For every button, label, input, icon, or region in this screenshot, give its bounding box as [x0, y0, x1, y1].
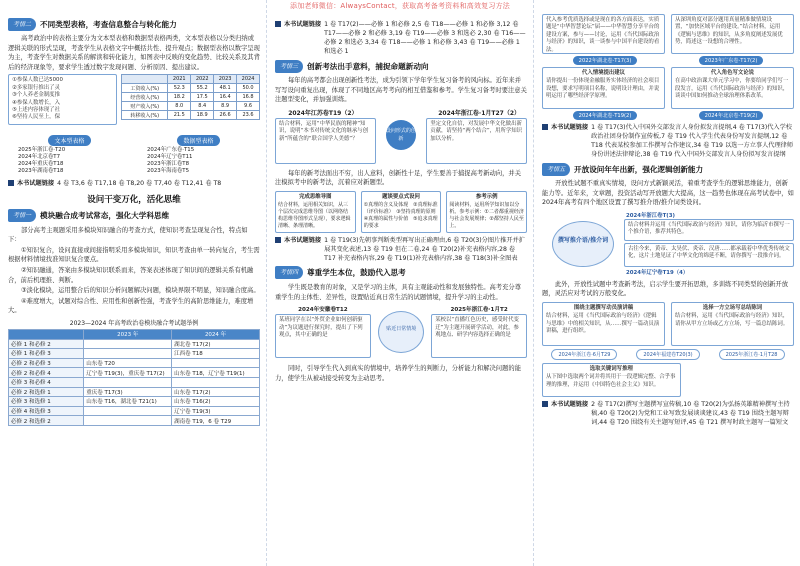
- kaoqing-2-title: 不同类型表格，考查信息整合与转化能力: [40, 19, 177, 29]
- question-link: [275, 236, 527, 263]
- top-cases: [542, 14, 794, 54]
- exam-box: 某班同学在以“外贸企业如何创新驱动”为议题进行探究时，提出了下列观点，其中正确的是: [275, 314, 371, 358]
- case-box: 选择一方立场写总结陈词 结合材料，运用《当代国际政治与经济》知识，请你从甲方立场或乙方立场，写一篇总结陈词。: [671, 302, 794, 346]
- text-table-line: ②多家银行推出了灵: [12, 84, 60, 91]
- module-fusion-table: 2023 年 2024 年 必修 1 和必修 2 湖北卷 T17(2) 必修 1 和必修 3 江西卷 T18 必修 2 和必修 3 山东卷 T20 必修 2 和必修 4 辽宁卷 T19(3)，重庆卷 T17(2) 山东卷 T18，辽宁卷 T19(1) 必修 3 和必修 4 必修 2 和选修 1 重庆卷 T17(3) 山东卷 T17(2) 必修 3 和选修 1 山东卷 T16，湖北卷 T21(1) 山东卷 T16(2) 必修 4 和选修 3 辽宁卷 T19(3) 必修 2 和选修 2 湖南卷 T19，6 卷 T29: [8, 329, 260, 426]
- kaoqing-5-paragraph: 开放性试题不重真实情境，设问方式新颖灵活，着重考查学生的逻辑思维能力，创新能力等。近年来，文章题，投资活动写开放题大大提高，这一趋势也体现在高考试卷中，如2024年高考有四个地区设置了撰写推介语/推介词类设问。: [542, 180, 794, 207]
- kaoqing-4-title: 尊重学生本位，鼓励代入思考: [307, 268, 406, 278]
- list-item: 2025年浙江卷·T20: [18, 146, 66, 153]
- kaoqing-5-header: [542, 162, 794, 176]
- data-table-example: 2021 2022 2023 2024 工资收入(%) 52.3 55.2 48.1 50.0 经营收入(%) 18.2 17.5 16.4 16.8 财产收入(%) 8.0 8.4 8.9 9.6 转移收入(%) 21.5 18.9 26.6 23.6: [121, 74, 260, 124]
- table-row: 必修 1 和必修 3 江西卷 T18: [9, 349, 260, 359]
- link-label: 本书试题链接: [551, 400, 589, 408]
- kaoqing-5-title: 开放设问年年出新，强化逻辑创新能力: [574, 164, 704, 174]
- case-pill: 2022年湖北卷·T17(3): [573, 56, 638, 65]
- exam-label: 2024年浙江卷T(3): [626, 212, 675, 219]
- case-box: 围绕主题撰写动员演讲稿 结合材料，运用《当代国际政治与经济》《逻辑与思维》中的相关知识，从……撰写一篇动员演讲稿，进行组织。: [542, 302, 665, 346]
- year-oval: 2025年浙江卷·1月T28: [719, 349, 785, 360]
- link-text: 1 卷 T19(3)先朝事判断类型再写出正确理由,6 卷 T20(3)分图片推开并扩展其变化表述,13 卷 T19 但在二卷,24 卷 T20(2)补充表格内容,28 卷 T17 补充表格内容,29 卷 T19(1)补充表格内容,38 卷 T18(3)补全图表: [324, 236, 525, 262]
- data-table-list: [137, 128, 260, 176]
- table-row: 经营收入(%) 18.2 17.5 16.4 16.8: [122, 93, 260, 102]
- link-label: 本书试题链接: [17, 179, 55, 187]
- text-table-pill: 文本型表格: [48, 135, 90, 146]
- list-item: 2023年浙江卷T8: [147, 161, 190, 168]
- table-row: 财产收入(%) 8.0 8.4 8.9 9.6: [122, 102, 260, 111]
- table-row: 必修 3 和选修 1 山东卷 T16，湖北卷 T21(1) 山东卷 T16(2): [9, 397, 260, 407]
- point-2: ②知识融通，答案由多模块知识联系而来，答案表述体现了知识间的逻辑关系有机融合，前后机理推、判断。: [8, 267, 254, 284]
- list-item: 2023年湖南卷T18: [18, 168, 64, 175]
- kaoqing-3-paragraph-2: 每年的新考法面出不穷，出人意料，创新性十足，学生要善于捕捉高考新动向，并关注模拟考中的新考法，沉着应对新题型。: [275, 169, 521, 187]
- table-type-lists: [8, 128, 260, 176]
- kaoqing-4-header: [275, 266, 527, 280]
- kaoqing-5-tag: 考情五: [542, 163, 570, 176]
- text-table-line: ⑤上述内容体现了社: [12, 107, 60, 113]
- table-row: 必修 4 和选修 3 辽宁卷 T19(3): [9, 406, 260, 416]
- daily-context-diagram: [275, 305, 527, 361]
- question-link: [542, 123, 794, 159]
- kaoqing-4-tag: 考情四: [275, 266, 303, 279]
- square-icon: [275, 237, 281, 243]
- table-row: 必修 3 和必修 4: [9, 377, 260, 387]
- case-pills: [542, 56, 794, 65]
- table-caption: 2023—2024 年高考政治卷模块融合考试题举例: [69, 319, 199, 327]
- table-row: 必修 2 和选修 1 重庆卷 T17(3) 山东卷 T17(2): [9, 387, 260, 397]
- square-icon: [542, 401, 548, 407]
- kaoqing-2-header: [8, 17, 260, 31]
- year-oval: 2024年浙江卷·6月T29: [551, 349, 617, 360]
- center-circle: 设问形式的创新: [386, 120, 416, 150]
- section-title: 设问干变万化，活化思维: [87, 194, 181, 205]
- open-question-grid: [542, 302, 794, 346]
- link-text: 1 卷 T17(3)代入中国外交部发言人身份拟发言提纲,4 卷 T17(3)代入学校政治社团身份制作宣传板,7 卷 T19 代入学生代表身份写发言提纲,12 卷 T18 代表某校参加工作撰写合作建议,34 卷 T19 以选一方立事人代理律师身份讲述法律辩论,38 卷 T19 代入中国外交部发言人身份拟写发言提纲: [591, 124, 794, 158]
- kaoqing-4-paragraph: 学生既是教育的对象，又是学习的主体，具有主观能动性和发展独特性。高考充分尊重学生的主体性、差异性，设置贴近真日常生活的试题情境，提升学习的主动性。: [275, 283, 521, 301]
- year-ovals: [542, 349, 794, 360]
- point-1: ①知识复合，设问直接或间接指明采用多模块知识，知识考查由单一转向复合，考生需根据材料情境找准知识复合要点。: [8, 246, 260, 264]
- column-left: [0, 0, 266, 566]
- text-table-line: ⑥坚持人民至上，保: [12, 114, 60, 121]
- case-pill: 2023年广东卷·T17(2): [699, 56, 764, 65]
- list-item: 2024年辽宁卷T11: [147, 154, 193, 161]
- exam-label: 2024年辽宁卷T19（4）: [626, 269, 689, 276]
- kaoqing-3-paragraph: 每年的高考都会出现创新性考法，成为引领下学年学生复习备考的风向标。近年来并写写设问重复出现，体现了不同地区高考考向的相互借鉴和参考。学生复习备考时要注意关注题型变化，并加强训练。: [275, 77, 527, 104]
- case-pill: 2024年北京卷·T19(2): [699, 111, 764, 120]
- question-link: [542, 400, 794, 427]
- kaoqing-2-tag: 考情二: [8, 18, 36, 31]
- case-box: 从深圳角度对部分题用真量精准做情境设置，“加快区域平台的建设。”结合材料，运用《逻辑与思维》的知识，从多角度阐述发展优势，简述这一设想的合理性。: [671, 14, 794, 54]
- link-text: 1 卷 T17(2)——必修 1 和必修 2,5 卷 T18——必修 1 和必修 3,12 卷 T17——必修 2 和必修 3,19 卷 T19——必修 3 和选必 2,30 卷 T16——必修 2 和选必 3,34 卷 T18——必修 1 和必修 3,43 卷 T19——必修 1 和选必 1: [324, 21, 526, 55]
- case-box: 代入角色写文论说 在高中政治课大单元学习中，你要给同学们写一段发言，运用《当代国际政治与经济》的知识，谈谈中国如何推动全球治理体系改革。: [671, 67, 794, 109]
- table-row: 必修 1 和必修 2 湖北卷 T17(2): [9, 339, 260, 349]
- innovation-diagram: [275, 108, 527, 166]
- flow-box: 题谈要点式设问 ①真理的含义及体现 ②真理标准（评价标准） ③坚持真理的原则 ④真理的属性与价值 ⑤追求真理的要求: [361, 191, 442, 233]
- exam-box: 结合材料，运用“中华民族的精神”知识，说明“本书对传统文化的继承与创新”所蕴含的“联合国学人美德”？: [275, 118, 376, 164]
- link-text: 2 卷 T17(2)撰写主题撰写宣传稿,10 卷 T20(2)为弘扬英雄精神撰写主持稿,40 卷 T20(2)为党和工业写致发展谈谈建议,43 卷 T19 围绕主题写辩词,44 卷 T20 围绕有关主题写短评,45 卷 T21 撰写时政主题写一篇短文: [591, 400, 790, 426]
- square-icon: [8, 180, 14, 186]
- kaoqing-1-paragraph: 部分高考主观题采用多模块知识融合的考查方式，使知识考查呈现复合性，特点如下：: [8, 226, 248, 244]
- kaoqing-3-title: 创新考法出手意料，捕捉命题新动向: [307, 61, 429, 71]
- center-circle: 撰写推介语/推介词: [552, 221, 614, 267]
- case-box: 结合材料并运用《当代国际政治与经济》知识，请你为临沂市撰写一个推介语，推荐其特色。: [624, 219, 794, 241]
- kaoqing-3-tag: 考情三: [275, 60, 303, 73]
- text-table-example: [8, 74, 117, 124]
- text-table-list: [8, 128, 131, 176]
- exam-box: 某校以“直播红色历史，感受时代变迁”为主题开展研学活动，对此，参观地点、研学内容选择正确的是: [431, 314, 527, 358]
- column-middle: [266, 0, 533, 566]
- text-table-line: ④参保人数增长，入: [12, 99, 60, 106]
- kaoqing-2-paragraph: 高考政治中的表格主要分为文本型表格和数据型表格两类，文本型表格以分类归纳或逻辑关联的形式呈现，考查学生从表格文字中概括共性、提升观点；数据型表格以数字呈现为主，考查学生对数据关系的解读和转化能力，如图表中反映的变化趋势、比较关系及其背后的经济现象等，要求学生透过数字发现问题、分析原因、提出建议。: [8, 35, 260, 71]
- kaoqing-5-paragraph-2: 此外，开放性试题中考查新考法，启示学生要开拓思维，多训练不同类型的创新开放题，灵活应对考试的万般变化。: [542, 280, 788, 298]
- list-item: 2024年重庆卷T18: [18, 161, 64, 168]
- square-icon: [275, 21, 281, 27]
- link-label: 本书试题链接: [284, 21, 322, 28]
- case-box: 代入情境提出建议 请你提出一份体现金融服务实体经济的社会项目设想，要求写明项目名称，说明设计理由，并说明运用了哪些经济学原理。: [542, 67, 665, 109]
- case-box: 古往今来，黄帝、太昊伏、炎帝、汉唐……都承载着中华优秀传统文化，这片土地见证了中华文化的绵延不断，请你撰写一段推介词。: [624, 243, 794, 267]
- text-table-line: ③个人养老金制度推: [12, 92, 60, 99]
- case-pill: 2024年湖北卷·T19(2): [573, 111, 638, 120]
- case-box: 选取关键词写推理 从下图中选取两个词并将其用于一段逻辑完整、合乎事理的推理，并运用《中国特色社会主义》知识。: [542, 363, 681, 397]
- point-4: ④难度增大，试题对综合性、应用性和创新性强，考查学生的高阶思维能力，难度增大。: [8, 297, 254, 315]
- kaoqing-1-tag: 考情一: [8, 209, 36, 222]
- flow-box: 完成思维导图 结合材料，运用相关知识，从三个层次完成思维导图（以网络结构思维导图形式呈现），要求逻辑清晰、条理清晰。: [275, 191, 356, 233]
- list-item: 2024年北京卷T7: [18, 154, 61, 161]
- link-label: 本书试题链接: [551, 124, 589, 131]
- flow-boxes: [275, 191, 527, 233]
- kaoqing-1-header: [8, 209, 260, 223]
- exam-label: 2024年浙江卷·1月T27（2）: [438, 109, 521, 117]
- kaoqing-4-paragraph-2: 同时，引导学生代入到真实的情境中，培养学生的判断力，分析能力和解决问题的能力，使学生从被动接受转变为主动思考。: [275, 365, 521, 382]
- case-pills: [542, 111, 794, 120]
- kaoqing-3-header: [275, 59, 527, 73]
- mid-cases: [542, 67, 794, 109]
- kaoqing-1-title: 模块融合成考试常态，强化大学科思维: [40, 211, 170, 221]
- data-table-pill: 数据型表格: [177, 135, 219, 146]
- exam-label: 2024年江苏卷T19（2）: [288, 109, 358, 117]
- list-item: 2023年海南卷T5: [147, 168, 190, 175]
- center-circle: 贴近日常情境: [378, 311, 424, 353]
- table-row: 必修 2 和必修 3 山东卷 T20: [9, 358, 260, 368]
- point-3: ③淡化模块，运用整合后的知识分析问题解决问题，模块界限不明显，知识融合度高。: [21, 287, 260, 295]
- exam-label: 2025年浙江卷·1月T2: [450, 307, 508, 314]
- question-link: [275, 20, 527, 56]
- square-icon: [542, 124, 548, 130]
- link-text: 4 卷 T3,6 卷 T17,18 卷 T8,20 卷 T7,40 卷 T12,41 卷 T8: [57, 179, 222, 187]
- watermark: 添加老师微信：AlwaysContact，获取高考备考资料和高效复习方法: [290, 2, 510, 10]
- year-oval: 2024年福建卷T20(3): [636, 349, 699, 360]
- recommend-diagram: [542, 211, 794, 277]
- table-row: 必修 2 和必修 4 辽宁卷 T19(3)，重庆卷 T17(2) 山东卷 T18，辽宁卷 T19(1): [9, 368, 260, 378]
- exam-label: 2024年安徽卷T12: [298, 307, 348, 314]
- list-item: 2024年广东卷·T15: [147, 146, 195, 153]
- case-box: 代入参考优质选择或是现在的各方面表达，实质题是“中华智慧论坛”届——中华智慧分享平台的建设方案，参与——讨论，运用《当代国际政治与经济》的知识，谈一谈参与中国平台建设的看法。: [542, 14, 665, 54]
- column-right: [533, 0, 800, 566]
- text-table-line: ①参保人数已达5000: [12, 77, 63, 84]
- table-row: 工资收入(%) 52.3 55.2 48.1 50.0: [122, 84, 260, 93]
- exam-box: 坚定文化自信，对发展中华文化做出新贡献，请坚持“两个结合”，用所学知识加以分析。: [426, 118, 527, 164]
- table-row: 必修 2 和选修 2 湖南卷 T19，6 卷 T29: [9, 416, 260, 426]
- question-link: [8, 179, 260, 188]
- link-label: 本书试题链接: [284, 236, 322, 244]
- table-examples: [8, 74, 260, 124]
- flow-box: 参考示例 阅读材料，运用所学知识加以分析。参考示例：①二者都重视经济与社会发展规律；②都坚持人民至上。: [446, 191, 527, 233]
- table-row: 转移收入(%) 21.5 18.9 26.6 23.6: [122, 111, 260, 120]
